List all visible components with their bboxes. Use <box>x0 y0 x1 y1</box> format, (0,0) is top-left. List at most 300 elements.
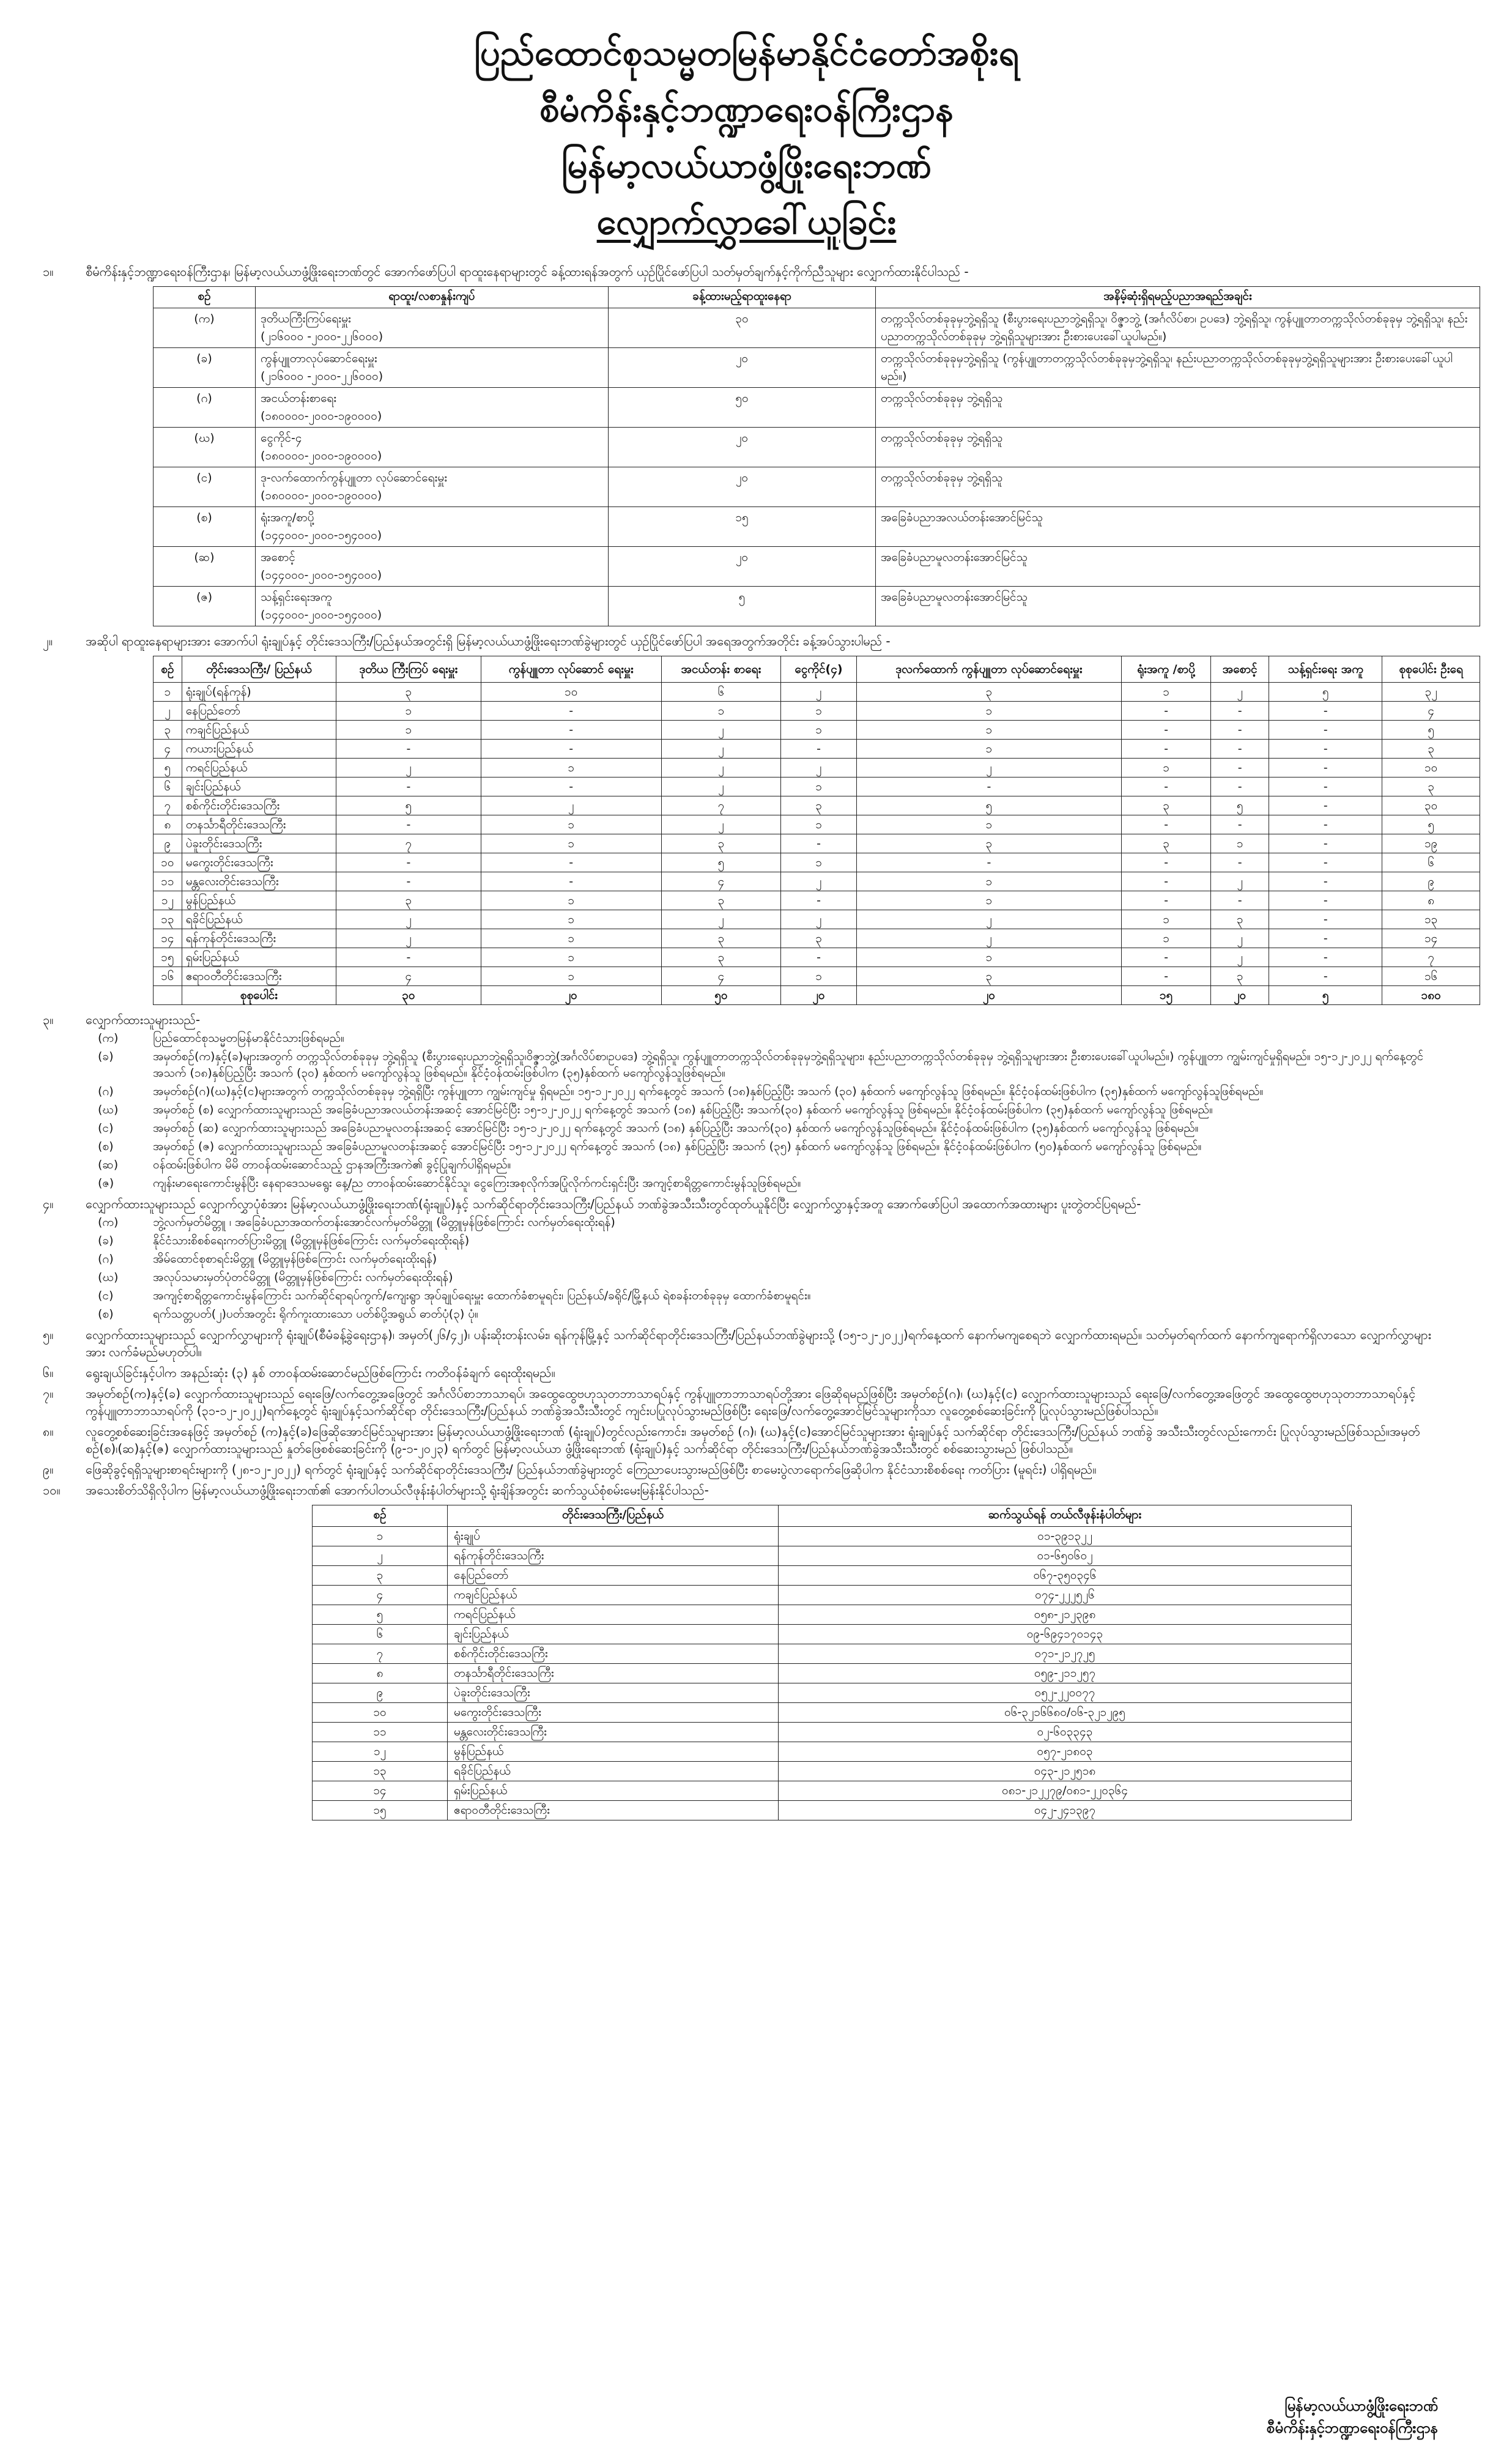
count-cell: ၁ <box>481 910 661 929</box>
table-row <box>313 1781 1352 1801</box>
section-8 <box>43 1423 1450 1457</box>
section-1 <box>43 263 1450 280</box>
count-cell: - <box>1269 777 1382 796</box>
count-cell: - <box>1121 721 1210 740</box>
contact-no: ၅ <box>313 1605 448 1625</box>
position-cell <box>256 348 609 388</box>
count-cell: ၁ <box>481 948 661 967</box>
table-row <box>313 1566 1352 1586</box>
count-cell: - <box>481 872 661 891</box>
region-cell: ရှမ်းပြည်နယ် <box>182 948 336 967</box>
count-cell: ၁၀ <box>1382 759 1480 777</box>
count-cell: ၅ <box>1382 815 1480 834</box>
list-item <box>86 1048 1450 1082</box>
section-9 <box>43 1461 1450 1478</box>
count-cell: ၆ <box>661 683 780 702</box>
count-cell: ၂ <box>481 796 661 815</box>
position-qualification: အခြေခံပညာမူလတန်းအောင်မြင်သူ <box>876 587 1480 626</box>
count-cell: ၂ <box>661 815 780 834</box>
count-cell: ၂ <box>781 683 857 702</box>
contact-phone: ၀၂-၆၀၃၃၄၃ <box>779 1723 1352 1742</box>
position-count: ၂၀ <box>609 547 876 587</box>
count-cell: ၁၆ <box>1382 967 1480 986</box>
item-letter: (င) <box>98 1121 114 1135</box>
position-cell <box>256 467 609 507</box>
section-2 <box>43 633 1450 650</box>
list-item <box>86 1233 1450 1249</box>
position-name: အငယ်တန်းစာရေး <box>261 391 337 405</box>
count-cell: - <box>1121 777 1210 796</box>
item-text: အမှတ်စဉ် (စ) လျှောက်ထားသူများသည် အခြေခံပညာအလယ်တန်းအဆင့် အောင်မြင်ပြီး ၁၅-၁၂-၂၀၂၂ ရက်နေ့တွင် အသက် (၁၈) နှစ်ပြည့်ပြီး အသက်(၃၀) နှစ်ထက် မကျော်လွန်သူ ဖြစ်ရမည်။ နိုင်ငံ့ဝန်ထမ်းဖြစ်ပါက (၃၅)နှစ်ထက် မကျော်လွန်သူ ဖြစ်ရမည်။ <box>153 1103 1213 1116</box>
list-item <box>86 1269 1450 1286</box>
count-cell: ၁ <box>481 929 661 948</box>
col-header-no: စဉ် <box>313 1505 448 1527</box>
contact-region: မန္တလေးတိုင်းဒေသကြီး <box>448 1723 779 1742</box>
contact-region: ရှမ်းပြည်နယ် <box>448 1781 779 1801</box>
total-cell <box>154 986 182 1005</box>
count-cell: ၁၃ <box>154 910 182 929</box>
table-row <box>154 547 1480 587</box>
count-cell: - <box>1121 815 1210 834</box>
contact-no: ၁ <box>313 1527 448 1546</box>
table-row <box>313 1625 1352 1644</box>
table-row <box>154 308 1480 348</box>
contact-no: ၉ <box>313 1683 448 1703</box>
position-count: ၂၀ <box>609 348 876 388</box>
position-cell <box>256 587 609 626</box>
region-cell: ပဲခူးတိုင်းဒေသကြီး <box>182 834 336 853</box>
region-cell: နေပြည်တော် <box>182 702 336 721</box>
contact-no: ၂ <box>313 1546 448 1566</box>
section-text: လျှောက်ထားသူများသည် လျှောက်လွှာပုံစံအား မြန်မာ့လယ်ယာဖွံ့ဖြိုးရေးဘဏ်(ရုံးချုပ်)နှင့် သက်ဆိုင်ရာတိုင်းဒေသကြီး/ပြည်နယ် ဘဏ်ခွဲအသီးသီးတွင်ထုတ်ယူနိုင်ပြီး လျှောက်လွှာနှင့်အတူ အောက်ဖော်ပြပါ အထောက်အထားများ ပူးတွဲတင်ပြရမည်- <box>86 1197 1141 1211</box>
count-cell: - <box>1121 948 1210 967</box>
table-row <box>154 929 1480 948</box>
list-item <box>86 1102 1450 1118</box>
count-cell: - <box>481 740 661 759</box>
count-cell: ၂ <box>661 910 780 929</box>
count-cell: ၄ <box>661 872 780 891</box>
count-cell: ၅ <box>1269 683 1382 702</box>
count-cell: ၁၂ <box>154 891 182 910</box>
count-cell: ၁ <box>481 891 661 910</box>
item-letter: (င) <box>98 1289 114 1302</box>
position-no: (စ) <box>154 507 256 547</box>
position-name: ငွေကိုင်-၄ <box>261 431 302 445</box>
count-cell: ၁၃ <box>1382 910 1480 929</box>
count-cell: - <box>1121 872 1210 891</box>
col-header-qualification: အနိမ့်ဆုံးရှိရမည့်ပညာအရည်အချင်း <box>876 287 1480 308</box>
position-qualification: တက္ကသိုလ်တစ်ခုခုမှ ဘွဲ့ရရှိသူ <box>876 388 1480 428</box>
count-cell: ၁၀ <box>154 853 182 872</box>
table-row <box>313 1762 1352 1781</box>
count-cell: - <box>336 853 481 872</box>
count-cell: ၂ <box>856 929 1121 948</box>
contact-region: ကရင်ပြည်နယ် <box>448 1605 779 1625</box>
list-item <box>86 1214 1450 1231</box>
count-cell: - <box>481 777 661 796</box>
count-cell: ၃ <box>1211 967 1269 986</box>
table-row <box>154 587 1480 626</box>
region-cell: ရခိုင်ပြည်နယ် <box>182 910 336 929</box>
table-row <box>154 348 1480 388</box>
contact-no: ၁၃ <box>313 1762 448 1781</box>
item-letter: (စ) <box>98 1140 114 1153</box>
table-row <box>154 702 1480 721</box>
count-cell: ၁ <box>481 834 661 853</box>
count-cell: - <box>1211 721 1269 740</box>
requirements-list <box>86 1030 1450 1192</box>
total-cell: ၂၀ <box>1211 986 1269 1005</box>
count-cell: ၁၉ <box>1382 834 1480 853</box>
item-text: အမှတ်စဉ် (ဇ) လျှောက်ထားသူများသည် အခြေခံပညာမူလတန်းအဆင့် အောင်မြင်ပြီး ၁၅-၁၂-၂၀၂၂ ရက်နေ့တွင် အသက် (၁၈) နှစ်ပြည့်ပြီး အသက် (၃၅) နှစ်ထက် မကျော်လွန်သူ ဖြစ်ရမည်။ နိုင်ငံ့ဝန်ထမ်းဖြစ်ပါက (၅၀)နှစ်ထက် မကျော်လွန်သူ ဖြစ်ရမည်။ <box>153 1140 1202 1153</box>
section-7 <box>43 1385 1450 1419</box>
item-letter: (က) <box>98 1215 119 1229</box>
count-cell: ၆ <box>1382 853 1480 872</box>
count-cell: ၁ <box>661 702 780 721</box>
position-count: ၁၅ <box>609 507 876 547</box>
section-text: ရွေးချယ်ခြင်းနှင့်ပါက အနည်းဆုံး (၃) နှစ် တာဝန်ထမ်းဆောင်မည်ဖြစ်ကြောင်း ကတိဝန်ခံချက် ရေးထိုးရမည်။ <box>86 1365 555 1380</box>
list-item <box>86 1120 1450 1137</box>
item-letter: (က) <box>98 1031 119 1045</box>
contact-region: မွန်ပြည်နယ် <box>448 1742 779 1762</box>
table-row <box>154 910 1480 929</box>
count-cell: ၈ <box>1382 891 1480 910</box>
count-cell: ၅ <box>154 759 182 777</box>
position-no: (ဃ) <box>154 428 256 467</box>
contact-phone: ၀၁-၆၅၀၆၀၂ <box>779 1546 1352 1566</box>
count-cell: ၁ <box>481 967 661 986</box>
position-name: ဒု-လက်ထောက်ကွန်ပျူတာ လုပ်ဆောင်ရေးမှူး <box>261 471 448 484</box>
contact-phone: ၀၈၁-၂၁၂၂၇၉/၀၈၁-၂၂၀၃၆၄ <box>779 1781 1352 1801</box>
item-text: ဘွဲ့လက်မှတ်မိတ္တူ ၊ အခြေခံပညာအထက်တန်းအောင်လက်မှတ်မိတ္တူ (မိတ္တူမှန်ဖြစ်ကြောင်း လက်မှတ်ရေးထိုးရန်) <box>153 1215 615 1229</box>
item-letter: (စ) <box>98 1307 114 1321</box>
position-pay: (၁၄၄၀၀၀-၂၀၀၀-၁၅၄၀၀၀) <box>261 529 382 542</box>
col-header: ရုံးအကူ /စာပို့ <box>1121 656 1210 683</box>
count-cell: - <box>1121 891 1210 910</box>
section-text: အဆိုပါ ရာထူးနေရာများအား အောက်ပါ ရုံးချုပ်နှင့် တိုင်းဒေသကြီး/ပြည်နယ်အတွင်းရှိ မြန်မာ့လယ်ယာဖွံ့ဖြိုးရေးဘဏ်ခွဲများတွင် ယှဉ်ပြိုင်ဖော်ပြပါ အရေအတွက်အတိုင်း ခန့်အပ်သွားပါမည် - <box>86 634 891 648</box>
count-cell: ၁ <box>781 721 857 740</box>
position-pay: (၁၄၄၀၀၀-၂၀၀၀-၁၅၄၀၀၀) <box>261 568 382 582</box>
count-cell: ၂ <box>781 759 857 777</box>
region-cell: မကွေးတိုင်းဒေသကြီး <box>182 853 336 872</box>
count-cell: ၂ <box>661 759 780 777</box>
region-cell: ရန်ကုန်တိုင်းဒေသကြီး <box>182 929 336 948</box>
count-cell: ၂ <box>661 740 780 759</box>
total-cell: ၂၀ <box>481 986 661 1005</box>
count-cell: ၅ <box>1211 796 1269 815</box>
count-cell: - <box>1269 891 1382 910</box>
list-item <box>86 1288 1450 1304</box>
section-text: လူတွေ့စစ်ဆေးခြင်းအနေဖြင့် အမှတ်စဉ် (က)နှင့်(ခ)ဖြေဆိုအောင်မြင်သူများအား မြန်မာ့လယ်ယာဖွံ့ဖြိုးရေးဘဏ် (ရုံးချုပ်)တွင်လည်းကောင်း၊ အမှတ်စဉ် (ဂ)၊ (ဃ)နှင့်(င)အောင်မြင်သူများအား ရုံးချုပ်နှင့် သက်ဆိုင်ရာ တိုင်းဒေသကြီး/ပြည်နယ် ဘဏ်ခွဲ အသီးသီးတွင်လည်းကောင်း ပြုလုပ်သွားမည်ဖြစ်သည်။အမှတ်စဉ်(စ)၊(ဆ)နှင့်(ဇ) လျှောက်ထားသူများသည် နှုတ်ဖြေစစ်ဆေးခြင်းကို (၉-၁-၂၀၂၃) ရက်တွင် မြန်မာ့လယ်ယာ ဖွံ့ဖြိုးရေးဘဏ် (ရုံးချုပ်)နှင့် သက်ဆိုင်ရာ တိုင်းဒေသကြီး/ပြည်နယ်ဘဏ်ခွဲအသီးသီးတွင် စစ်ဆေးသွားမည် ဖြစ်ပါသည်။ <box>86 1424 1420 1456</box>
contact-phone: ၀၉-၆၉၄၁၇၀၁၄၃ <box>779 1625 1352 1644</box>
count-cell: ၁ <box>1121 759 1210 777</box>
contact-region: နေပြည်တော် <box>448 1566 779 1586</box>
table-header-row <box>154 656 1480 683</box>
contact-region: တနင်္သာရီတိုင်းဒေသကြီး <box>448 1664 779 1683</box>
item-text: ဝန်ထမ်းဖြစ်ပါက မိမိ တာဝန်ထမ်းဆောင်သည့် ဌာနအကြီးအကဲ၏ ခွင့်ပြုချက်ပါရှိရမည်။ <box>153 1158 511 1171</box>
item-letter: (ခ) <box>98 1050 114 1063</box>
region-cell: ကယားပြည်နယ် <box>182 740 336 759</box>
table-row <box>313 1546 1352 1566</box>
item-letter: (ဆ) <box>98 1158 119 1171</box>
table-row <box>154 507 1480 547</box>
contact-no: ၇ <box>313 1644 448 1664</box>
table-row <box>154 796 1480 815</box>
count-cell: ၃ <box>1121 834 1210 853</box>
contact-phone: ၀၅၈-၂၁၂၃၉၈ <box>779 1605 1352 1625</box>
col-header-phone: ဆက်သွယ်ရန် တယ်လီဖုန်းနံပါတ်များ <box>779 1505 1352 1527</box>
table-row <box>313 1683 1352 1703</box>
count-cell: - <box>1269 834 1382 853</box>
count-cell: - <box>781 891 857 910</box>
list-item <box>86 1030 1450 1047</box>
item-text: ကျန်းမာရေးကောင်းမွန်ပြီး နေရာဒေသမရွေး နေ့/ည တာဝန်ထမ်းဆောင်နိုင်သူ၊ ငွေကြေးအစုလိုက်အပြုံလိုက်ကင်းရှင်းပြီး အကျင့်စာရိတ္တကောင်းမွန်သူဖြစ်ရမည်။ <box>153 1176 801 1190</box>
contact-region: ကချင်ပြည်နယ် <box>448 1586 779 1605</box>
count-cell: ၇ <box>1382 948 1480 967</box>
contact-no: ၁၁ <box>313 1723 448 1742</box>
section-number: ၁၀။ <box>43 1483 61 1497</box>
table-row <box>313 1703 1352 1723</box>
table-row <box>313 1801 1352 1820</box>
count-cell: - <box>1211 740 1269 759</box>
item-text: အမှတ်စဉ်(ဂ)(ဃ)နှင့်(င)များအတွက် တက္ကသိုလ်တစ်ခုခုမှ ဘွဲ့ရရှိပြီး ကွန်ပျူတာ ကျွမ်းကျင်မှု ရှိရမည်။ ၁၅-၁၂-၂၀၂၂ ရက်နေ့တွင် အသက် (၁၈)နှစ်ပြည့်ပြီး အသက် (၃၀) နှစ်ထက် မကျော်လွန်သူ ဖြစ်ရမည်။ နိုင်ငံ့ဝန်ထမ်းဖြစ်ပါက (၃၅)နှစ်ထက် မကျော်လွန်သူဖြစ်ရမည်။ <box>153 1085 1264 1098</box>
count-cell: ၁ <box>481 815 661 834</box>
contact-phone: ၀၄၃-၂၁၂၅၁၈ <box>779 1762 1352 1781</box>
count-cell: ၂ <box>1211 929 1269 948</box>
list-item <box>86 1251 1450 1267</box>
contact-no: ၄ <box>313 1586 448 1605</box>
region-cell: စစ်ကိုင်းတိုင်းဒေသကြီး <box>182 796 336 815</box>
count-cell: ၂ <box>856 759 1121 777</box>
count-cell: ၃၂ <box>1382 683 1480 702</box>
list-item <box>86 1083 1450 1100</box>
list-item <box>86 1138 1450 1155</box>
signoff-ministry: စီမံကိန်းနှင့်ဘဏ္ဍာရေးဝန်ကြီးဌာန <box>1266 2419 1438 2436</box>
contact-phone: ၀၇၁-၂၁၂၇၂၅ <box>779 1644 1352 1664</box>
table-row <box>154 853 1480 872</box>
count-cell: - <box>336 815 481 834</box>
contact-region: ရခိုင်ပြည်နယ် <box>448 1762 779 1781</box>
col-header: သန့်ရှင်းရေး အကူ <box>1269 656 1382 683</box>
count-cell: - <box>781 948 857 967</box>
contact-no: ၃ <box>313 1566 448 1586</box>
position-no: (က) <box>154 308 256 348</box>
count-cell: ၃ <box>856 967 1121 986</box>
count-cell: ၄ <box>1382 702 1480 721</box>
count-cell: ၁ <box>856 891 1121 910</box>
position-pay: (၂၁၆၀၀၀ -၂၀၀၀-၂၂၆၀၀၀) <box>261 369 383 383</box>
count-cell: ၂ <box>1211 872 1269 891</box>
table-row <box>313 1723 1352 1742</box>
table-header-row <box>154 287 1480 308</box>
position-no: (ဂ) <box>154 388 256 428</box>
count-cell: ၁၅ <box>154 948 182 967</box>
count-cell: ၉ <box>1382 872 1480 891</box>
count-cell: ၁ <box>154 683 182 702</box>
col-header-no: စဉ် <box>154 287 256 308</box>
contact-no: ၁၅ <box>313 1801 448 1820</box>
count-cell: ၁ <box>856 872 1121 891</box>
count-cell: - <box>1269 721 1382 740</box>
section-5 <box>43 1326 1450 1360</box>
item-text: အလုပ်သမားမှတ်ပုံတင်မိတ္တူ (မိတ္တူမှန်ဖြစ်ကြောင်း လက်မှတ်ရေးထိုးရန်) <box>153 1271 453 1284</box>
count-cell: ၄ <box>154 740 182 759</box>
item-text: ပြည်ထောင်စုသမ္မတမြန်မာနိုင်ငံသားဖြစ်ရမည်။ <box>153 1031 344 1045</box>
section-4 <box>43 1195 1450 1212</box>
position-count: ၅၀ <box>609 388 876 428</box>
count-cell: ၁ <box>1121 910 1210 929</box>
count-cell: ၃၀ <box>1382 796 1480 815</box>
position-name: ဒုတိယကြီးကြပ်ရေးမှူး <box>261 312 351 325</box>
region-cell: တနင်္သာရီတိုင်းဒေသကြီး <box>182 815 336 834</box>
count-cell: ၃ <box>336 683 481 702</box>
count-cell: - <box>1211 853 1269 872</box>
contact-phone: ၀၆-၃၂၁၆၆၈၀/၀၆-၃၂၁၂၉၅ <box>779 1703 1352 1723</box>
item-text: နိုင်ငံသားစိစစ်ရေးကတ်ပြားမိတ္တူ (မိတ္တူမှန်ဖြစ်ကြောင်း လက်မှတ်ရေးထိုးရန်) <box>153 1234 470 1247</box>
count-cell: - <box>1269 910 1382 929</box>
table-row <box>313 1664 1352 1683</box>
position-qualification: တက္ကသိုလ်တစ်ခုခုမှဘွဲ့ရရှိသူ (ကွန်ပျူတာတက္ကသိုလ်တစ်ခုခုမှဘွဲ့ရရှိသူ၊ နည်းပညာတက္ကသိုလ်တစ်ခုခုမှဘွဲ့ရရှိသူများအား ဦးစားပေးခေါ်ယူပါမည်။) <box>876 348 1480 388</box>
count-cell: ၁ <box>481 759 661 777</box>
count-cell: ၇ <box>154 796 182 815</box>
table-row <box>154 388 1480 428</box>
section-text: ဖြေဆိုခွင့်ရရှိသူများစာရင်းများကို (၂၈-၁၂-၂၀၂၂) ရက်တွင် ရုံးချုပ်နှင့် သက်ဆိုင်ရာတိုင်းဒေသကြီး/ ပြည်နယ်ဘဏ်ခွဲများတွင် ကြေညာပေးသွားမည်ဖြစ်ပြီး စာမေးပွဲလာရောက်ဖြေဆိုပါက နိုင်ငံသားစိစစ်ရေး ကတ်ပြား (မူရင်း) ပါရှိရမည်။ <box>86 1462 1097 1477</box>
count-cell: ၂ <box>856 910 1121 929</box>
section-6 <box>43 1364 1450 1381</box>
count-cell: ၁ <box>1121 929 1210 948</box>
total-cell: ၂၀ <box>856 986 1121 1005</box>
count-cell: - <box>856 777 1121 796</box>
count-cell: - <box>1121 740 1210 759</box>
region-cell: ချင်းပြည်နယ် <box>182 777 336 796</box>
contact-region: ချင်းပြည်နယ် <box>448 1625 779 1644</box>
count-cell: ၃ <box>856 683 1121 702</box>
table-row <box>313 1605 1352 1625</box>
section-10 <box>43 1482 1450 1499</box>
count-cell: ၃ <box>661 834 780 853</box>
count-cell: ၉ <box>154 834 182 853</box>
section-number: ၆။ <box>43 1365 54 1380</box>
table-row <box>154 815 1480 834</box>
count-cell: ၄ <box>336 967 481 986</box>
col-header: ဒုတိယ ကြီးကြပ် ရေးမှူး <box>336 656 481 683</box>
total-cell: ၂၀ <box>781 986 857 1005</box>
contact-region: ပဲခူးတိုင်းဒေသကြီး <box>448 1683 779 1703</box>
position-cell <box>256 388 609 428</box>
count-cell: - <box>1269 967 1382 986</box>
count-cell: ၄ <box>661 967 780 986</box>
position-name: သန့်ရှင်းရေးအကူ <box>261 590 332 604</box>
table-row <box>313 1644 1352 1664</box>
contact-region: စစ်ကိုင်းတိုင်းဒေသကြီး <box>448 1644 779 1664</box>
position-pay: (၁၈၀၀၀၀-၂၀၀၀-၁၉၀၀၀၀) <box>261 409 382 423</box>
count-cell: - <box>1269 853 1382 872</box>
count-cell: ၃ <box>781 796 857 815</box>
position-cell <box>256 428 609 467</box>
col-header-count: ခန့်ထားမည့်ရာထူးနေရာ <box>609 287 876 308</box>
count-cell: - <box>781 834 857 853</box>
section-number: ၁။ <box>43 264 54 279</box>
count-cell: ၃ <box>1382 777 1480 796</box>
contact-no: ၁၂ <box>313 1742 448 1762</box>
count-cell: ၂ <box>336 910 481 929</box>
count-cell: ၁ <box>856 702 1121 721</box>
list-item <box>86 1306 1450 1323</box>
table-row <box>154 834 1480 853</box>
section-number: ၃။ <box>43 1012 54 1027</box>
total-cell: ၃၀ <box>336 986 481 1005</box>
total-label: စုစုပေါင်း <box>182 986 336 1005</box>
count-cell: - <box>1269 815 1382 834</box>
positions-table <box>153 286 1480 626</box>
count-cell: ၁ <box>856 721 1121 740</box>
header-ministry: စီမံကိန်းနှင့်ဘဏ္ဍာရေးဝန်ကြီးဌာန <box>539 88 954 130</box>
count-cell: ၁ <box>781 815 857 834</box>
col-header-position: ရာထူး/လစာနှုန်းကျပ် <box>256 287 609 308</box>
col-header-region: တိုင်းဒေသကြီး/ပြည်နယ် <box>448 1505 779 1527</box>
position-no: (ဇ) <box>154 587 256 626</box>
position-qualification: တက္ကသိုလ်တစ်ခုခုမှဘွဲ့ရရှိသူ (စီးပွားရေးပညာဘွဲ့ရရှိသူ၊ ဝိဇ္ဇာဘွဲ့ (အင်္ဂလိပ်စာ၊ ဥပဒေ) ဘွဲ့ရရှိသူ၊ ကွန်ပျူတာတက္ကသိုလ်တစ်ခုခုမှ ဘွဲ့ရရှိသူ၊ နည်းပညာတက္ကသိုလ်တစ်ခုခုမှ ဘွဲ့ရရှိသူများအား ဦးစားပေးခေါ်ယူပါမည်။) <box>876 308 1480 348</box>
header <box>43 24 1450 250</box>
count-cell: ၂ <box>336 759 481 777</box>
count-cell: ၃ <box>154 721 182 740</box>
item-text: ရက်သတ္တပတ်(၂)ပတ်အတွင်း ရိုက်ကူးထားသော ပတ်စ်ပို့အရွယ် ဓာတ်ပုံ(၃) ပုံ။ <box>153 1307 478 1321</box>
section-3 <box>43 1011 1450 1028</box>
count-cell: ၅ <box>336 796 481 815</box>
count-cell: ၁၄ <box>1382 929 1480 948</box>
count-cell: ၃ <box>1121 796 1210 815</box>
count-cell: - <box>1121 853 1210 872</box>
section-number: ၉။ <box>43 1462 54 1477</box>
contact-phone: ၀၅၂-၂၂၀၀၇၇ <box>779 1683 1352 1703</box>
count-cell: ၅ <box>661 853 780 872</box>
position-no: (ဆ) <box>154 547 256 587</box>
count-cell: - <box>1269 759 1382 777</box>
position-pay: (၁၈၀၀၀၀-၂၀၀၀-၁၉၀၀၀၀) <box>261 489 382 502</box>
allocation-table-body <box>154 683 1480 1005</box>
col-header: စုစုပေါင်း ဦးရေ <box>1382 656 1480 683</box>
count-cell: ၁ <box>336 702 481 721</box>
table-row <box>313 1527 1352 1546</box>
region-cell: မန္တလေးတိုင်းဒေသကြီး <box>182 872 336 891</box>
count-cell: - <box>1269 929 1382 948</box>
total-cell: ၁၅ <box>1121 986 1210 1005</box>
position-qualification: တက္ကသိုလ်တစ်ခုခုမှ ဘွဲ့ရရှိသူ <box>876 467 1480 507</box>
position-qualification: အခြေခံပညာအလယ်တန်းအောင်မြင်သူ <box>876 507 1480 547</box>
count-cell: - <box>336 872 481 891</box>
count-cell: ၃ <box>856 834 1121 853</box>
count-cell: ၂ <box>1211 683 1269 702</box>
positions-table-body <box>154 308 1480 626</box>
total-cell: ၁၈၀ <box>1382 986 1480 1005</box>
count-cell: ၁ <box>1211 834 1269 853</box>
section-text: လျှောက်ထားသူများသည် လျှောက်လွှာများကို ရုံးချုပ်(စီမံခန့်ခွဲရေးဌာန)၊ အမှတ်(၂၆/၄၂)၊ ပန်းဆိုးတန်းလမ်း၊ ရန်ကုန်မြို့နှင့် သက်ဆိုင်ရာတိုင်းဒေသကြီး/ပြည်နယ်ဘဏ်ခွဲများသို့ (၁၅-၁၂-၂၀၂၂)ရက်နေ့ထက် နောက်မကျစေရဘဲ လျှောက်ထားရမည်။ သတ်မှတ်ရက်ထက် နောက်ကျရောက်ရှိလာသော လျှောက်လွှာများအား လက်ခံမည်မဟုတ်ပါ။ <box>86 1327 1431 1359</box>
count-cell: - <box>1121 967 1210 986</box>
position-name: ရုံးအကူ/စာပို့ <box>261 511 314 524</box>
contact-phone: ၀၅၇-၂၁၈၀၃ <box>779 1742 1352 1762</box>
table-row <box>154 872 1480 891</box>
count-cell: ၆ <box>154 777 182 796</box>
count-cell: ၃ <box>661 929 780 948</box>
count-cell: - <box>1269 796 1382 815</box>
region-cell: ရုံးချုပ်(ရန်ကုန်) <box>182 683 336 702</box>
count-cell: ၁၁ <box>154 872 182 891</box>
col-header: တိုင်းဒေသကြီး/ ပြည်နယ် <box>182 656 336 683</box>
section-text: စီမံကိန်းနှင့်ဘဏ္ဍာရေးဝန်ကြီးဌာန၊ မြန်မာ့လယ်ယာဖွံ့ဖြိုးရေးဘဏ်တွင် အောက်ဖော်ပြပါ ရာထူးနေရာများတွင် ခန့်ထားရန်အတွက် ယှဉ်ပြိုင်ဖော်ပြပါ သတ်မှတ်ချက်နှင့်ကိုက်ညီသူများ လျှောက်ထားနိုင်ပါသည် - <box>86 264 969 279</box>
item-letter: (ဂ) <box>98 1085 114 1098</box>
header-government: ပြည်ထောင်စုသမ္မတမြန်မာနိုင်ငံတော်အစိုးရ <box>474 32 1019 73</box>
section-number: ၈။ <box>43 1424 54 1439</box>
